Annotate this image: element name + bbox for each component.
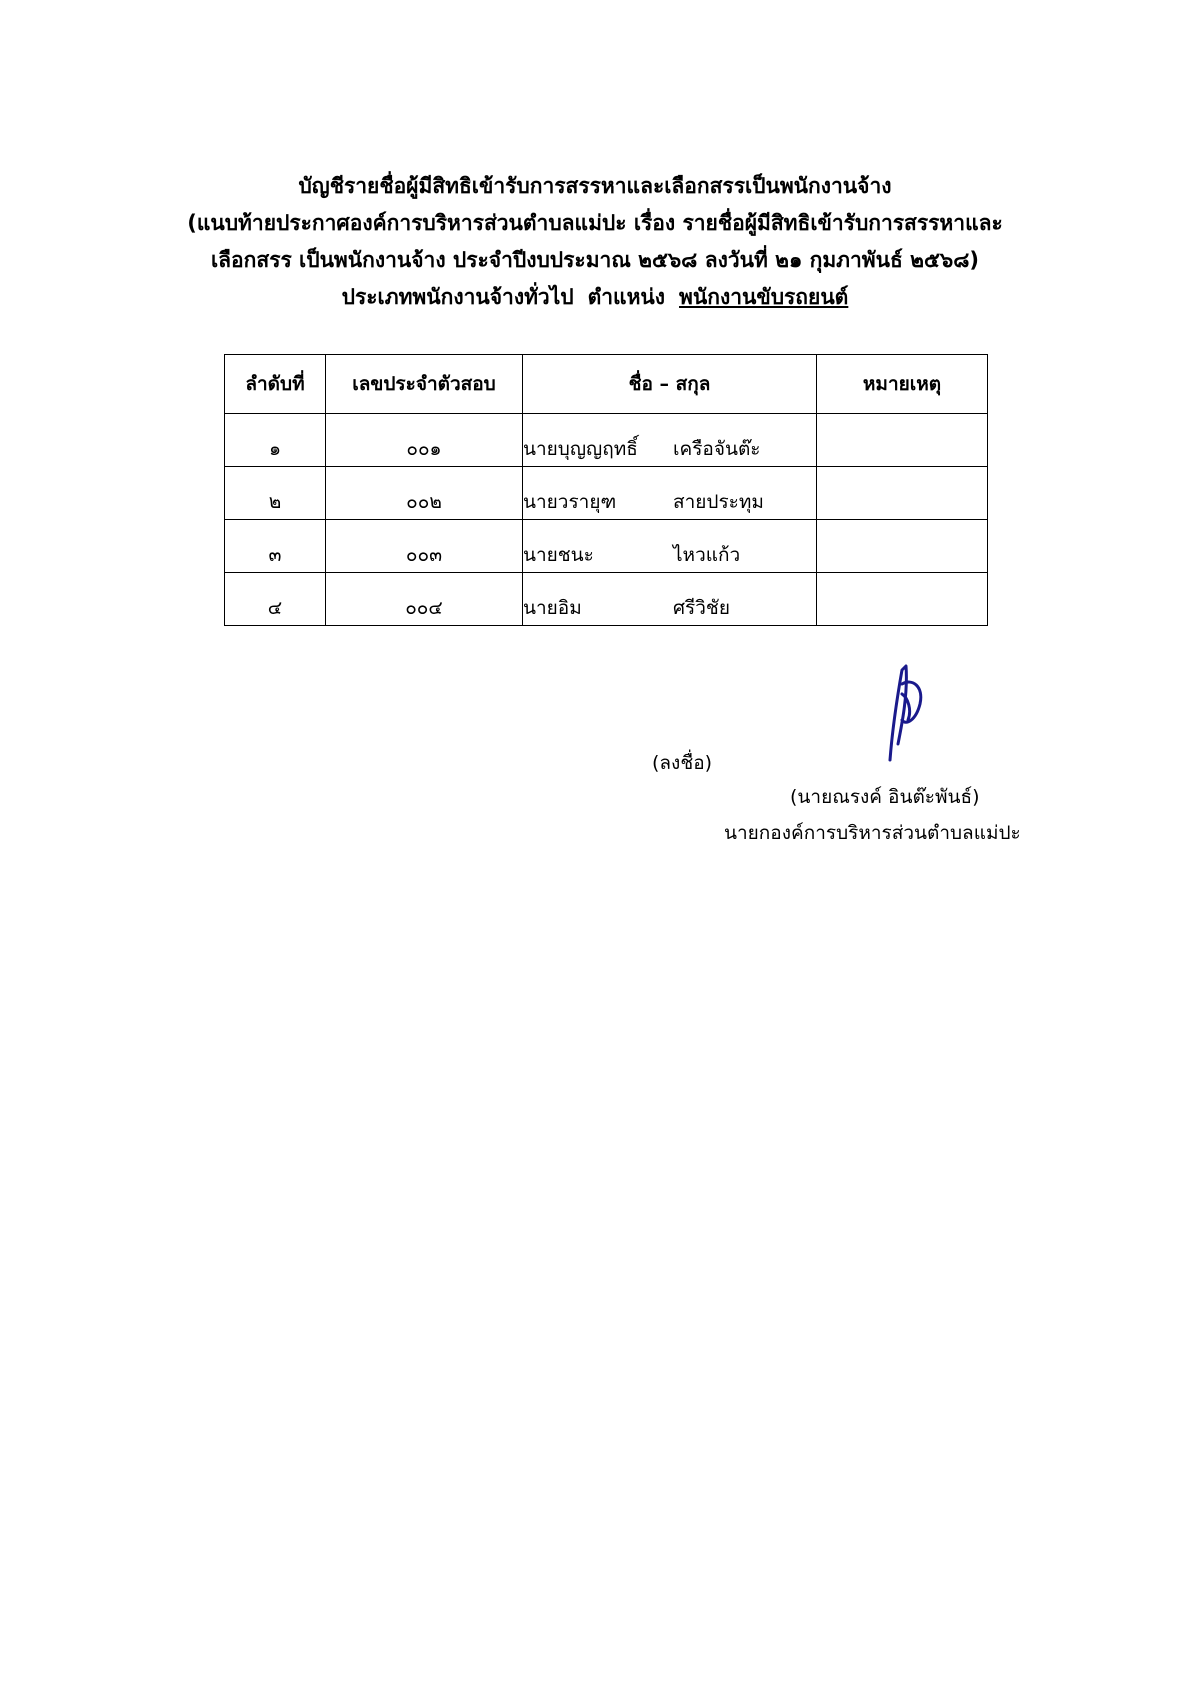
table-row bbox=[225, 573, 988, 626]
cell-exam-id: ๐๐๑ bbox=[326, 414, 523, 467]
cell-remark bbox=[817, 573, 988, 626]
table-row bbox=[225, 467, 988, 520]
last-name: ไหวแก้ว bbox=[673, 544, 741, 566]
table-row bbox=[225, 414, 988, 467]
table-row bbox=[225, 520, 988, 573]
cell-remark bbox=[817, 520, 988, 573]
position-name: พนักงานขับรถยนต์ bbox=[679, 285, 849, 309]
first-name: นายวรายุฑ bbox=[523, 491, 617, 513]
cell-exam-id: ๐๐๓ bbox=[326, 520, 523, 573]
sign-label: (ลงชื่อ) bbox=[652, 752, 713, 774]
cell-order: ๓ bbox=[225, 520, 326, 573]
cell-order: ๒ bbox=[225, 467, 326, 520]
cell-name bbox=[523, 467, 817, 520]
cell-name bbox=[523, 573, 817, 626]
heading-line-2: (แนบท้ายประกาศองค์การบริหารส่วนตำบลแม่ปะ เรื่อง รายชื่อผู้มีสิทธิเข้ารับการสรรหาและ bbox=[187, 211, 1003, 235]
signer-name: (นายณรงค์ อินต๊ะพันธ์) bbox=[790, 786, 980, 808]
cell-exam-id: ๐๐๔ bbox=[326, 573, 523, 626]
cell-order: ๑ bbox=[225, 414, 326, 467]
cell-exam-id: ๐๐๒ bbox=[326, 467, 523, 520]
cell-remark bbox=[817, 467, 988, 520]
header-remark: หมายเหตุ bbox=[817, 355, 988, 414]
first-name: นายชนะ bbox=[523, 544, 594, 566]
cell-name bbox=[523, 520, 817, 573]
first-name: นายอิม bbox=[523, 597, 582, 619]
cell-name bbox=[523, 414, 817, 467]
header-order: ลำดับที่ bbox=[225, 355, 326, 414]
cell-remark bbox=[817, 414, 988, 467]
heading-line-1: บัญชีรายชื่อผู้มีสิทธิเข้ารับการสรรหาและเลือกสรรเป็นพนักงานจ้าง bbox=[298, 174, 892, 198]
document-heading bbox=[0, 168, 1190, 316]
header-name: ชื่อ – สกุล bbox=[523, 355, 817, 414]
position-label: ตำแหน่ง bbox=[587, 285, 666, 309]
employee-type: ประเภทพนักงานจ้างทั่วไป bbox=[341, 285, 574, 309]
last-name: เครือจันต๊ะ bbox=[673, 438, 761, 460]
last-name: สายประทุม bbox=[673, 491, 764, 513]
table-header-row bbox=[225, 355, 988, 414]
last-name: ศรีวิชัย bbox=[673, 597, 730, 619]
cell-order: ๔ bbox=[225, 573, 326, 626]
handwritten-signature bbox=[872, 664, 932, 764]
header-exam-id: เลขประจำตัวสอบ bbox=[326, 355, 523, 414]
first-name: นายบุญญฤทธิ์ bbox=[523, 438, 638, 460]
heading-line-4 bbox=[0, 279, 1190, 316]
heading-line-3: เลือกสรร เป็นพนักงานจ้าง ประจำปีงบประมาณ ๒๕๖๘ ลงวันที่ ๒๑ กุมภาพันธ์ ๒๕๖๘) bbox=[211, 248, 979, 272]
signer-title: นายกองค์การบริหารส่วนตำบลแม่ปะ bbox=[724, 822, 1021, 844]
candidate-table bbox=[224, 354, 988, 626]
